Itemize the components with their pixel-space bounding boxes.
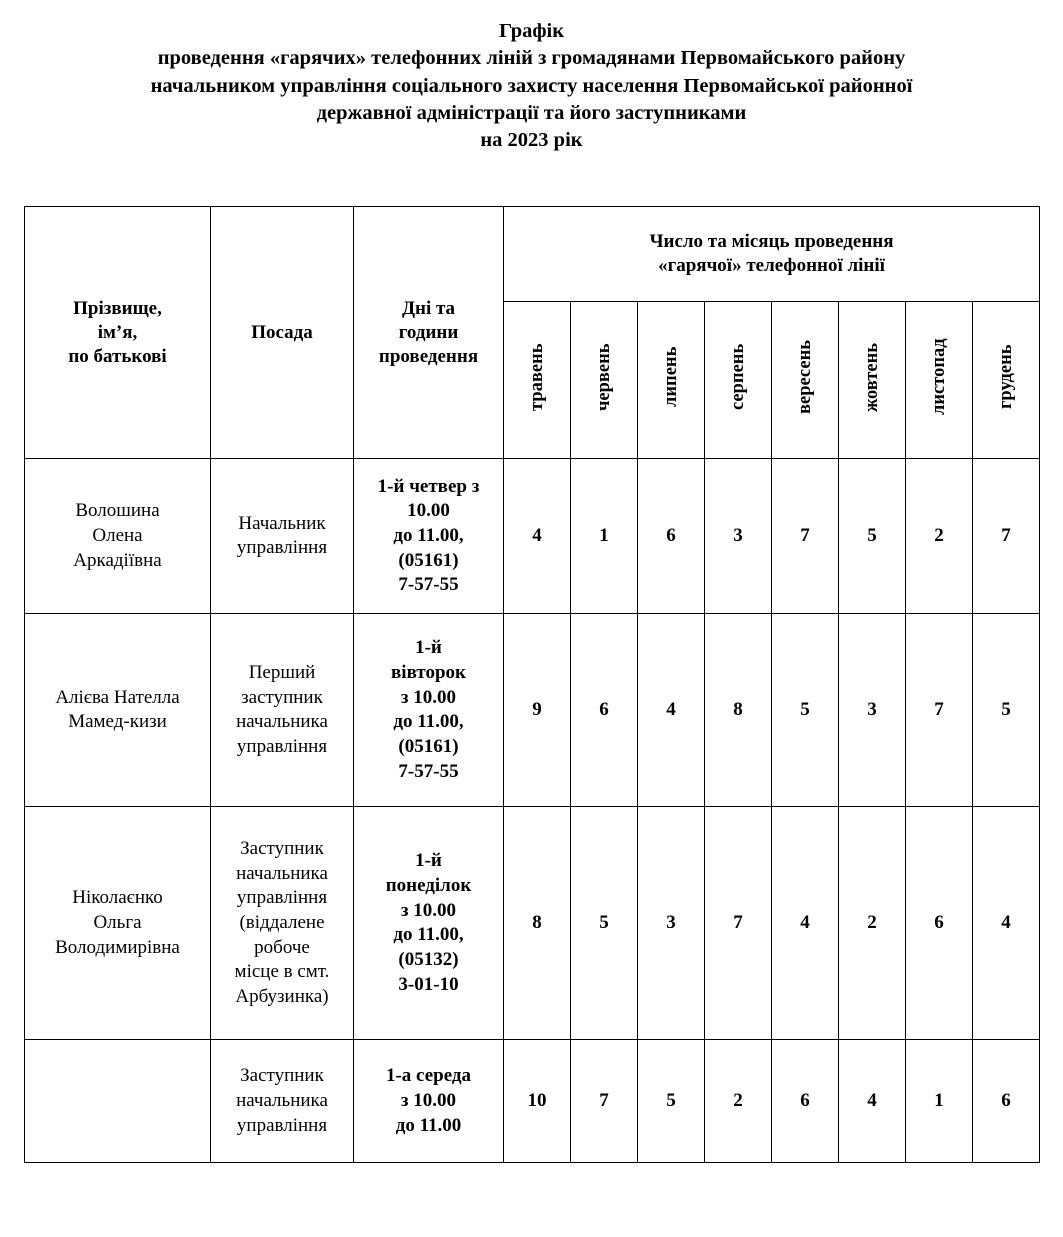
position-line: заступник (241, 686, 323, 708)
month-label-august: серпень (727, 344, 748, 411)
days-line: до 11.00, (393, 524, 464, 546)
position-line: місце в смт. (234, 961, 330, 983)
cell-days (354, 1040, 504, 1163)
cell-position (211, 1040, 354, 1163)
month-header-cell (973, 302, 1040, 459)
cell-days (354, 807, 504, 1040)
month-header-cell (705, 302, 772, 459)
column-header-position-label: Посада (251, 321, 313, 343)
month-header-cell (906, 302, 973, 459)
cell-date: 3 (839, 614, 906, 807)
cell-date: 6 (973, 1040, 1040, 1163)
days-line: 7-57-55 (398, 574, 459, 596)
month-header-cell (504, 302, 571, 459)
column-header-days (354, 207, 504, 459)
cell-date: 7 (906, 614, 973, 807)
cell-date: 4 (973, 807, 1040, 1040)
table-row (25, 459, 1040, 614)
cell-date: 7 (973, 459, 1040, 614)
cell-date: 6 (906, 807, 973, 1040)
cell-date: 1 (571, 459, 638, 614)
days-line: (05132) (398, 948, 459, 970)
position-line: управління (236, 537, 328, 559)
person-name-line: Олена (92, 524, 143, 546)
cell-date: 4 (772, 807, 839, 1040)
days-line: до 11.00, (393, 924, 464, 946)
cell-date: 9 (504, 614, 571, 807)
cell-position (211, 807, 354, 1040)
person-name-line: Мамед-кизи (68, 711, 167, 733)
month-label-november: листопад (928, 338, 949, 416)
position-line: (віддалене (239, 911, 325, 933)
month-label-may: травень (526, 343, 547, 411)
title-line-1: Графік (498, 20, 565, 42)
position-line: начальника (236, 862, 328, 884)
month-label-december: грудень (995, 344, 1016, 410)
month-header-cell (638, 302, 705, 459)
cell-date: 5 (638, 1040, 705, 1163)
column-header-days-line1: Дні та (401, 298, 456, 320)
column-header-name-line2: ім’я, (97, 321, 138, 343)
person-name-line: Аркадіївна (73, 549, 162, 571)
position-line: управління (236, 735, 328, 757)
person-name-line: Ніколаєнко (72, 887, 163, 909)
days-line: з 10.00 (400, 686, 457, 708)
cell-date: 7 (705, 807, 772, 1040)
position-line: Перший (248, 661, 316, 683)
cell-person-name (25, 614, 211, 807)
column-header-months-line1: Число та місяць проведення (649, 230, 894, 252)
month-label-september: вересень (794, 340, 815, 415)
month-label-june: червень (593, 343, 614, 412)
person-name-line: Волошина (75, 500, 160, 522)
position-line: Арбузинка) (235, 985, 329, 1007)
position-line: начальника (236, 711, 328, 733)
cell-date: 7 (571, 1040, 638, 1163)
days-line: понеділок (385, 874, 472, 896)
month-label-october: жовтень (861, 342, 882, 412)
cell-date: 3 (638, 807, 705, 1040)
title-line-5: на 2023 рік (480, 129, 583, 151)
cell-date: 4 (638, 614, 705, 807)
column-header-months (504, 207, 1040, 302)
days-line: до 11.00 (395, 1114, 462, 1136)
position-line: управління (236, 887, 328, 909)
position-line: Заступник (240, 837, 324, 859)
cell-date: 2 (839, 807, 906, 1040)
days-line: з 10.00 (400, 1089, 457, 1111)
title-line-2: проведення «гарячих» телефонних ліній з громадянами Первомайського району (157, 47, 906, 70)
position-line: Заступник (240, 1065, 324, 1087)
cell-position (211, 614, 354, 807)
cell-date: 5 (973, 614, 1040, 807)
month-header-cell (772, 302, 839, 459)
column-header-position (211, 207, 354, 459)
schedule-table-wrapper (0, 206, 1063, 1163)
cell-person-name (25, 807, 211, 1040)
days-line: 1-й (415, 850, 442, 872)
position-line: робоче (254, 936, 310, 958)
cell-date: 1 (906, 1040, 973, 1163)
month-label-july: липень (660, 347, 681, 408)
days-line: 1-й (415, 637, 442, 659)
person-name-line: Ольга (93, 911, 142, 933)
column-header-name-line1: Прізвище, (73, 298, 162, 320)
document-title (0, 0, 1063, 154)
person-name-line: Володимирівна (55, 936, 180, 958)
cell-days (354, 459, 504, 614)
cell-date: 6 (638, 459, 705, 614)
column-header-name (25, 207, 211, 459)
month-header-cell (839, 302, 906, 459)
table-row (25, 614, 1040, 807)
column-header-days-line3: проведення (378, 345, 479, 367)
title-line-4: державної адміністрації та його заступниками (316, 101, 747, 124)
days-line: вівторок (391, 661, 466, 683)
cell-date: 7 (772, 459, 839, 614)
cell-date: 10 (504, 1040, 571, 1163)
cell-date: 3 (705, 459, 772, 614)
cell-date: 6 (571, 614, 638, 807)
days-line: (05161) (398, 549, 459, 571)
schedule-table (24, 206, 1040, 1163)
cell-date: 5 (839, 459, 906, 614)
days-line: 10.00 (407, 500, 450, 522)
table-row (25, 1040, 1040, 1163)
position-line: Начальник (238, 512, 326, 534)
title-line-3: начальником управління соціального захисту населення Первомайської районної (150, 74, 913, 97)
cell-date: 8 (705, 614, 772, 807)
month-header-cell (571, 302, 638, 459)
days-line: 7-57-55 (398, 760, 459, 782)
table-header-row-1 (25, 207, 1040, 302)
cell-person-name (25, 459, 211, 614)
cell-date: 2 (906, 459, 973, 614)
column-header-days-line2: години (398, 321, 459, 343)
cell-date: 4 (504, 459, 571, 614)
days-line: до 11.00, (393, 711, 464, 733)
days-line: 3-01-10 (398, 973, 459, 995)
days-line: 1-й четвер з (377, 475, 480, 497)
cell-position (211, 459, 354, 614)
days-line: 1-а середа (385, 1065, 472, 1087)
cell-date: 6 (772, 1040, 839, 1163)
cell-date: 2 (705, 1040, 772, 1163)
position-line: управління (236, 1114, 328, 1136)
position-line: начальника (236, 1089, 328, 1111)
column-header-name-line3: по батькові (68, 345, 167, 367)
days-line: з 10.00 (400, 899, 457, 921)
cell-date: 8 (504, 807, 571, 1040)
cell-date: 4 (839, 1040, 906, 1163)
cell-person-name (25, 1040, 211, 1163)
cell-days (354, 614, 504, 807)
column-header-months-line2: «гарячої» телефонної лінії (658, 255, 885, 277)
person-name-line: Алієва Нателла (55, 686, 180, 708)
cell-date: 5 (571, 807, 638, 1040)
table-row (25, 807, 1040, 1040)
cell-date: 5 (772, 614, 839, 807)
days-line: (05161) (398, 735, 459, 757)
